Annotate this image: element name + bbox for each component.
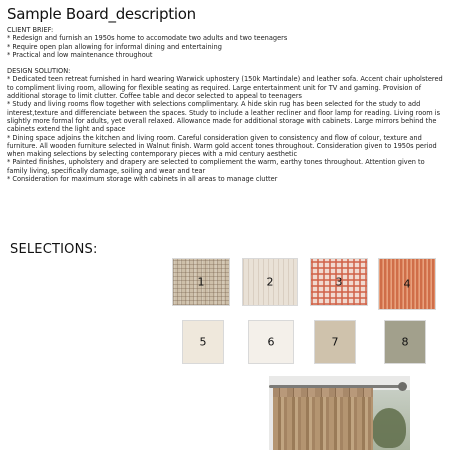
client-brief-item: * Practical and low maintenance throughout xyxy=(7,50,153,59)
fabric-swatch-1[interactable] xyxy=(172,258,230,306)
paint-chip-6[interactable] xyxy=(248,320,294,364)
paint-chip-5[interactable] xyxy=(182,320,224,364)
design-solution-item: * Dedicated teen retreat furnished in hard wearing Warwick uphostery (150k Martindale) and leather sofa. Accent chair upholstered to compliment living room, allowing for flexible seating as required. Large entertainment unit for TV and gaming. Provision of additional storage to limit clutter. Coffee table and decor selected to appeal to teenagers xyxy=(7,75,443,101)
selections-title: SELECTIONS: xyxy=(10,242,98,257)
fabric-swatch-3[interactable] xyxy=(310,258,368,306)
swatch-number: 2 xyxy=(266,275,274,289)
paint-chip-8[interactable] xyxy=(384,320,426,364)
fabric-swatch-4[interactable] xyxy=(378,258,436,310)
client-brief-item: * Redesign and furnish an 1950s home to accomodate two adults and two teenagers xyxy=(7,34,288,43)
curtain-rod xyxy=(269,385,402,388)
design-solution-item: * Painted finishes, upholstery and drapery are selected to compliement the warm, earthy tones throughout. Attention given to family living, specifically damage, soiling and wear and tear xyxy=(7,158,425,175)
swatch-number: 1 xyxy=(197,275,205,289)
drape-fabric xyxy=(273,388,373,450)
drape-pleat-header xyxy=(273,388,373,397)
rod-finial-icon xyxy=(398,382,407,391)
swatch-number: 7 xyxy=(331,335,339,349)
swatch-number: 6 xyxy=(267,335,275,349)
design-solution-item: * Study and living rooms flow together with selections complimentary. A hide skin rug has been selected for the study to add interest,texture and differenciate between the spaces. Study to include a leather recliner and floor lamp for reading. Living room is slightly more formal for adults, yet overall relaxed. Allowance made for additional storage with cabinets. Large mirrors behind the cabinets extend the light and space xyxy=(7,100,441,134)
design-solution-item: * Consideration for maximum storage with cabinets in all areas to manage clutter xyxy=(7,175,278,184)
swatch-number: 4 xyxy=(403,277,411,291)
design-solution-item: * Dining space adjoins the kitchen and living room. Careful consideration given to consistency and flow of colour, texture and furniture. All wooden furniture selected in Walnut finish. Warm gold accent tones throughout. Consideration given to 1950s period when making selections by selecting contemporary pieces with a mid century aesthetic xyxy=(7,133,437,159)
client-brief-heading: CLIENT BRIEF: xyxy=(7,26,54,34)
swatch-number: 8 xyxy=(401,335,409,349)
design-solution-heading: DESIGN SOLUTION: xyxy=(7,67,71,76)
swatch-number: 3 xyxy=(335,275,343,289)
board-title: Sample Board_description xyxy=(7,5,196,23)
client-brief-item: * Require open plan allowing for informal dining and entertaining xyxy=(7,42,222,51)
curtain-image[interactable] xyxy=(269,376,410,450)
brief-text xyxy=(7,26,445,183)
paint-chip-7[interactable] xyxy=(314,320,356,364)
fabric-swatch-2[interactable] xyxy=(242,258,298,306)
swatch-number: 5 xyxy=(199,335,207,349)
